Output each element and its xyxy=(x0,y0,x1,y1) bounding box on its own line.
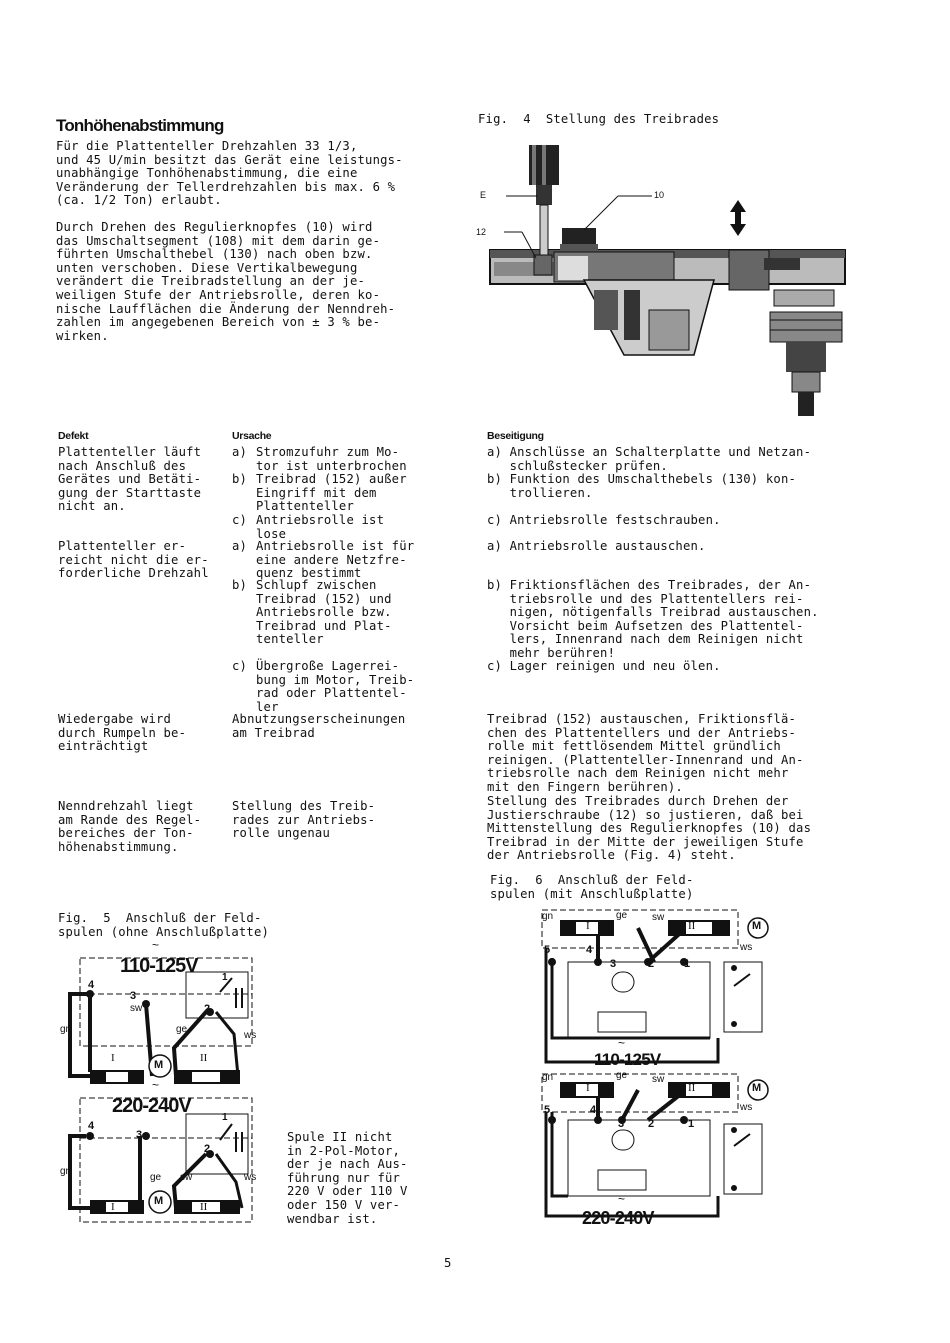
fig5-motor: M xyxy=(154,1059,164,1071)
ursache-2b-label: b) xyxy=(232,578,248,592)
fig6-coil-2: II xyxy=(688,920,696,932)
fig6-label-ws: ws xyxy=(740,942,753,953)
fig5-motor-b: M xyxy=(154,1195,164,1207)
fig6-tilde-top: ~ xyxy=(618,1036,626,1050)
fig5-node-2: 2 xyxy=(204,1003,211,1015)
ursache-2b-text: Schlupf zwischen Treibrad (152) und Antriebsrolle bzw. Treibrad und Plat- tenteller xyxy=(256,578,392,647)
fig5-label-ws: ws xyxy=(244,1030,257,1041)
fig6-caption: Fig. 6 Anschluß der Feld- spulen (mit Anschlußplatte) xyxy=(490,873,694,901)
fig6-node-5: 5 xyxy=(544,944,551,956)
ursache-2c xyxy=(232,660,414,714)
fig5-tilde-bottom: ~ xyxy=(152,1078,160,1092)
fig6-node-1-b: 1 xyxy=(688,1118,695,1130)
fig6-voltage-bottom: 220-240V xyxy=(582,1208,654,1228)
beseitigung-4: Stellung des Treibrades durch Drehen der Justierschraube (12) so justieren, daß bei Mittenstellung des Regulierknopfes (10) das Treibrad in der Mitte der jeweiligen Stufe der Antriebsrolle (Fig. 4) steht. xyxy=(487,794,812,863)
ursache-1b-label: b) xyxy=(232,472,248,486)
fig5-node-3: 3 xyxy=(130,990,137,1002)
beseitigung-1a: a) Anschlüsse an Schalterplatte und Netzan- schlußstecker prüfen. xyxy=(487,445,812,473)
beseitigung-2c: c) Lager reinigen und neu ölen. xyxy=(487,659,721,673)
fig4-label-10: 10 xyxy=(654,190,665,200)
beseitigung-2b: b) Friktionsflächen des Treibrades, der An- triebsrolle und des Plattentellers rei- nigen, nötigenfalls Treibrad austauschen. Vorsicht beim Aufsetzen des Plattentel- lers, Innenrand nach dem Reinigen nicht mehr berühren! xyxy=(487,578,819,660)
fig6-coil-1: I xyxy=(586,920,590,932)
ursache-4: Stellung des Treib- rades zur Antriebs- rolle ungenau xyxy=(232,799,376,841)
fig6-node-4-b: 4 xyxy=(590,1104,597,1116)
beseitigung-1c: c) Antriebsrolle festschrauben. xyxy=(487,513,721,527)
fig6-label-sw: sw xyxy=(652,912,665,923)
fig6-label-sw-b: sw xyxy=(652,1074,665,1085)
fig6-coil-2-b: II xyxy=(688,1082,696,1094)
defekt-1: Plattenteller läuft nach Anschluß des Gerätes und Betäti- gung der Starttaste nicht an. xyxy=(58,445,202,514)
fig5-tilde-top: ~ xyxy=(152,938,160,952)
ursache-2b xyxy=(232,579,392,647)
fig6-label-ws-b: ws xyxy=(740,1102,753,1113)
header-ursache: Ursache xyxy=(232,430,272,442)
defekt-2: Plattenteller er- reicht nicht die er- forderliche Drehzahl xyxy=(58,539,209,581)
ursache-1b-text: Treibrad (152) außer Eingriff mit dem Plattenteller xyxy=(256,472,407,514)
defekt-3: Wiedergabe wird durch Rumpeln be- einträchtigt xyxy=(58,712,187,754)
ursache-1a xyxy=(232,446,407,473)
fig6-node-5-b: 5 xyxy=(544,1104,551,1116)
fig6-node-2: 2 xyxy=(648,958,655,970)
ursache-1b xyxy=(232,473,407,514)
fig4-label-12: 12 xyxy=(476,227,487,237)
fig6-node-3: 3 xyxy=(610,958,617,970)
fig5-label-sw: sw xyxy=(130,1003,143,1014)
fig5-label-gn: gn xyxy=(60,1024,72,1035)
fig5-node-3-b: 3 xyxy=(136,1129,143,1141)
fig5-coil-2-b: II xyxy=(200,1201,208,1213)
fig6-node-1: 1 xyxy=(684,958,691,970)
section-paragraph-2: Durch Drehen des Regulierknopfes (10) wird das Umschaltsegment (108) mit dem darin ge- führten Umschalthebel (130) nach oben bzw. unten verschoben. Diese Vertikalbewegung verändert die Treibradstellung an der je- weiligen Stufe der Antriebsrolle, deren ko- nische Laufflächen die Änderung der Nenndreh- zahlen im angegebenen Bereich von ± 3 % be- wirken. xyxy=(56,220,396,343)
header-beseitigung: Beseitigung xyxy=(487,430,544,442)
ursache-1a-text: Stromzufuhr zum Mo- tor ist unterbrochen xyxy=(256,445,407,473)
fig5-coil-2: II xyxy=(200,1052,208,1064)
ursache-1c-text: Antriebsrolle ist lose xyxy=(256,513,385,541)
ursache-1a-label: a) xyxy=(232,445,248,459)
fig6-label-gn: gn xyxy=(542,911,554,922)
fig5-label-ge-b: ge xyxy=(150,1172,162,1183)
fig5-node-1: 1 xyxy=(222,972,228,983)
fig5-node-1-b: 1 xyxy=(222,1112,228,1123)
fig6-coil-1-b: I xyxy=(586,1082,590,1094)
fig6-node-4: 4 xyxy=(586,944,593,956)
fig4-drive-wheel-illustration xyxy=(474,140,852,422)
fig5-node-4: 4 xyxy=(88,979,95,991)
beseitigung-2a: a) Antriebsrolle austauschen. xyxy=(487,539,706,553)
ursache-2a-text: Antriebsrolle ist für eine andere Netzfre- quenz bestimmt xyxy=(256,539,415,581)
ursache-2a-label: a) xyxy=(232,539,248,553)
defekt-4: Nenndrehzahl liegt am Rande des Regel- bereiches der Ton- höhenabstimmung. xyxy=(58,799,202,854)
ursache-1c xyxy=(232,514,384,541)
fig5-coil-1: I xyxy=(111,1052,115,1064)
coil-note: Spule II nicht in 2-Pol-Motor, der je nach Aus- führung nur für 220 V oder 110 V oder 150 V ver- wendbar ist. xyxy=(287,1130,408,1226)
ursache-2a xyxy=(232,540,414,581)
beseitigung-1b: b) Funktion des Umschalthebels (130) kon- trollieren. xyxy=(487,472,797,500)
fig5-label-ge: ge xyxy=(176,1024,188,1035)
fig6-label-ge: ge xyxy=(616,910,628,921)
fig6-node-2-b: 2 xyxy=(648,1118,655,1130)
fig5-label-ws-b: ws xyxy=(244,1172,257,1183)
ursache-3: Abnutzungserscheinungen am Treibrad xyxy=(232,712,406,740)
fig6-node-3-b: 3 xyxy=(618,1118,625,1130)
fig5-label-gn-b: gn xyxy=(60,1166,72,1177)
section-paragraph-1: Für die Plattenteller Drehzahlen 33 1/3, und 45 U/min besitzt das Gerät eine leistungs- unabhängige Tonhöhenabstimmung, die eine Veränderung der Tellerdrehzahlen bis max. 6 % (ca. 1/2 Ton) erlaubt. xyxy=(56,139,403,208)
ursache-2c-text: Übergroße Lagerrei- bung im Motor, Treib- rad oder Plattentel- ler xyxy=(256,659,415,714)
beseitigung-3: Treibrad (152) austauschen, Friktionsflä- chen des Plattentellers und der Antriebs- rolle mit fettlösendem Mittel gründlich reinigen. (Plattenteller-Innenrand und An- triebsrolle nach dem Reinigen nicht mehr mit den Fingern berühren). xyxy=(487,712,804,794)
ursache-1c-label: c) xyxy=(232,513,248,527)
fig6-voltage-top: 110-125V xyxy=(594,1050,661,1069)
fig5-node-2-b: 2 xyxy=(204,1143,211,1155)
fig5-voltage-top: 110-125V xyxy=(120,955,198,977)
section-title: Tonhöhenabstimmung xyxy=(56,116,224,135)
fig4-label-e: E xyxy=(480,190,487,200)
fig5-coil-1-b: I xyxy=(111,1201,115,1213)
fig6-label-gn-b: gn xyxy=(542,1072,554,1083)
fig5-voltage-bottom: 220-240V xyxy=(112,1095,191,1117)
fig6-tilde-bottom: ~ xyxy=(618,1192,626,1206)
fig5-caption: Fig. 5 Anschluß der Feld- spulen (ohne Anschlußplatte) xyxy=(58,911,270,939)
fig5-node-4-b: 4 xyxy=(88,1120,95,1132)
ursache-2c-label: c) xyxy=(232,659,248,673)
fig5-label-sw-b: sw xyxy=(180,1172,193,1183)
fig6-motor-b: M xyxy=(752,1082,762,1094)
fig6-motor: M xyxy=(752,920,762,932)
page-number: 5 xyxy=(444,1256,452,1270)
fig6-label-ge-b: ge xyxy=(616,1070,628,1081)
header-defekt: Defekt xyxy=(58,430,89,442)
fig4-caption: Fig. 4 Stellung des Treibrades xyxy=(478,112,720,126)
